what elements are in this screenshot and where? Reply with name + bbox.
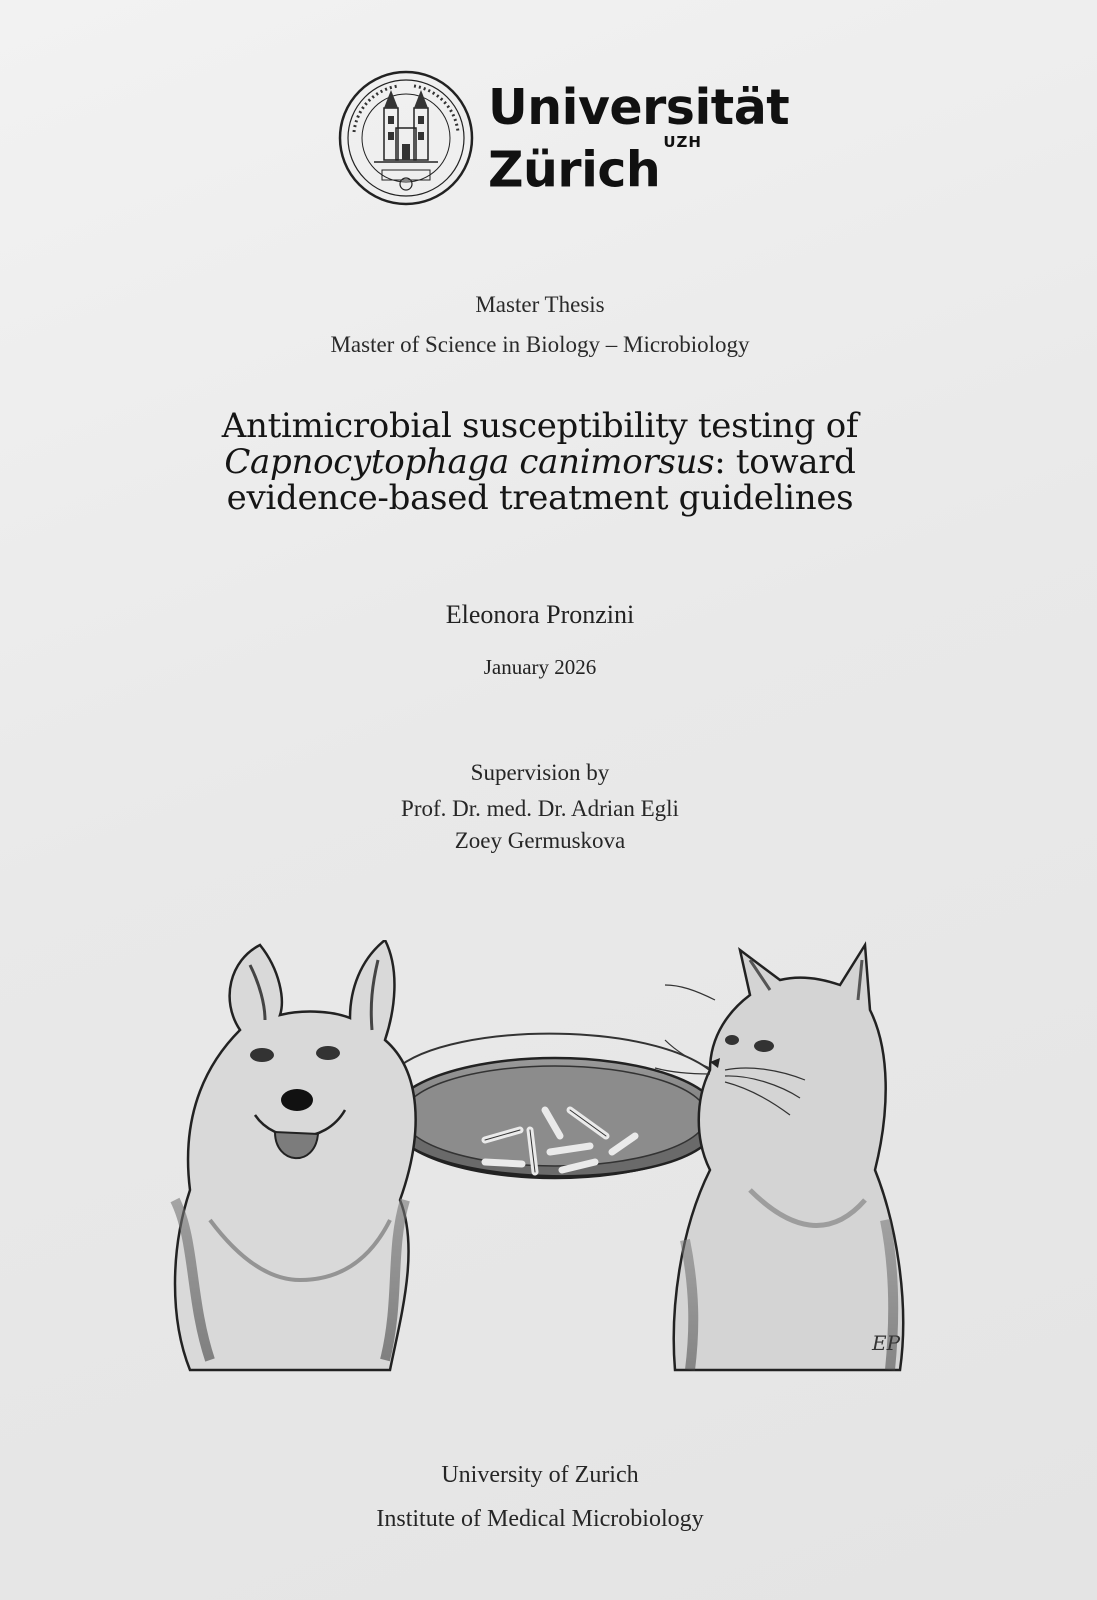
footer-university: University of Zurich xyxy=(441,1462,639,1488)
title-line-2-rest: : toward xyxy=(714,442,856,482)
university-logo xyxy=(338,66,818,226)
thesis-title xyxy=(0,408,1080,516)
degree-program: Master of Science in Biology – Microbiology xyxy=(330,332,750,357)
petri-dish-drawing xyxy=(390,1034,720,1178)
supervisor-name: Prof. Dr. med. Dr. Adrian Egli xyxy=(401,796,679,821)
dog-drawing xyxy=(175,940,416,1370)
cat-drawing xyxy=(655,945,903,1370)
title-line-1: Antimicrobial susceptibility testing of xyxy=(221,406,859,446)
wordmark-line2-group xyxy=(488,133,789,199)
title-species-name: Capnocytophaga canimorsus xyxy=(224,442,715,482)
degree-type: Master Thesis xyxy=(475,292,605,317)
university-wordmark xyxy=(488,80,789,198)
dog-cat-petri-dish-illustration xyxy=(150,940,940,1410)
author-name: Eleonora Pronzini xyxy=(445,600,635,629)
submission-date: January 2026 xyxy=(483,655,597,679)
university-seal-icon xyxy=(338,66,478,214)
supervision-label: Supervision by xyxy=(470,760,610,785)
footer-institute: Institute of Medical Microbiology xyxy=(376,1506,704,1532)
title-line-2 xyxy=(0,444,1080,480)
title-line-3: evidence-based treatment guidelines xyxy=(226,478,854,518)
wordmark-line2: Zürich xyxy=(488,141,661,199)
artist-signature: EP xyxy=(872,1331,901,1355)
wordmark-superscript: UZH xyxy=(663,133,702,151)
supervisor-name: Zoey Germuskova xyxy=(454,828,626,853)
wordmark-line1: Universität xyxy=(488,79,790,136)
